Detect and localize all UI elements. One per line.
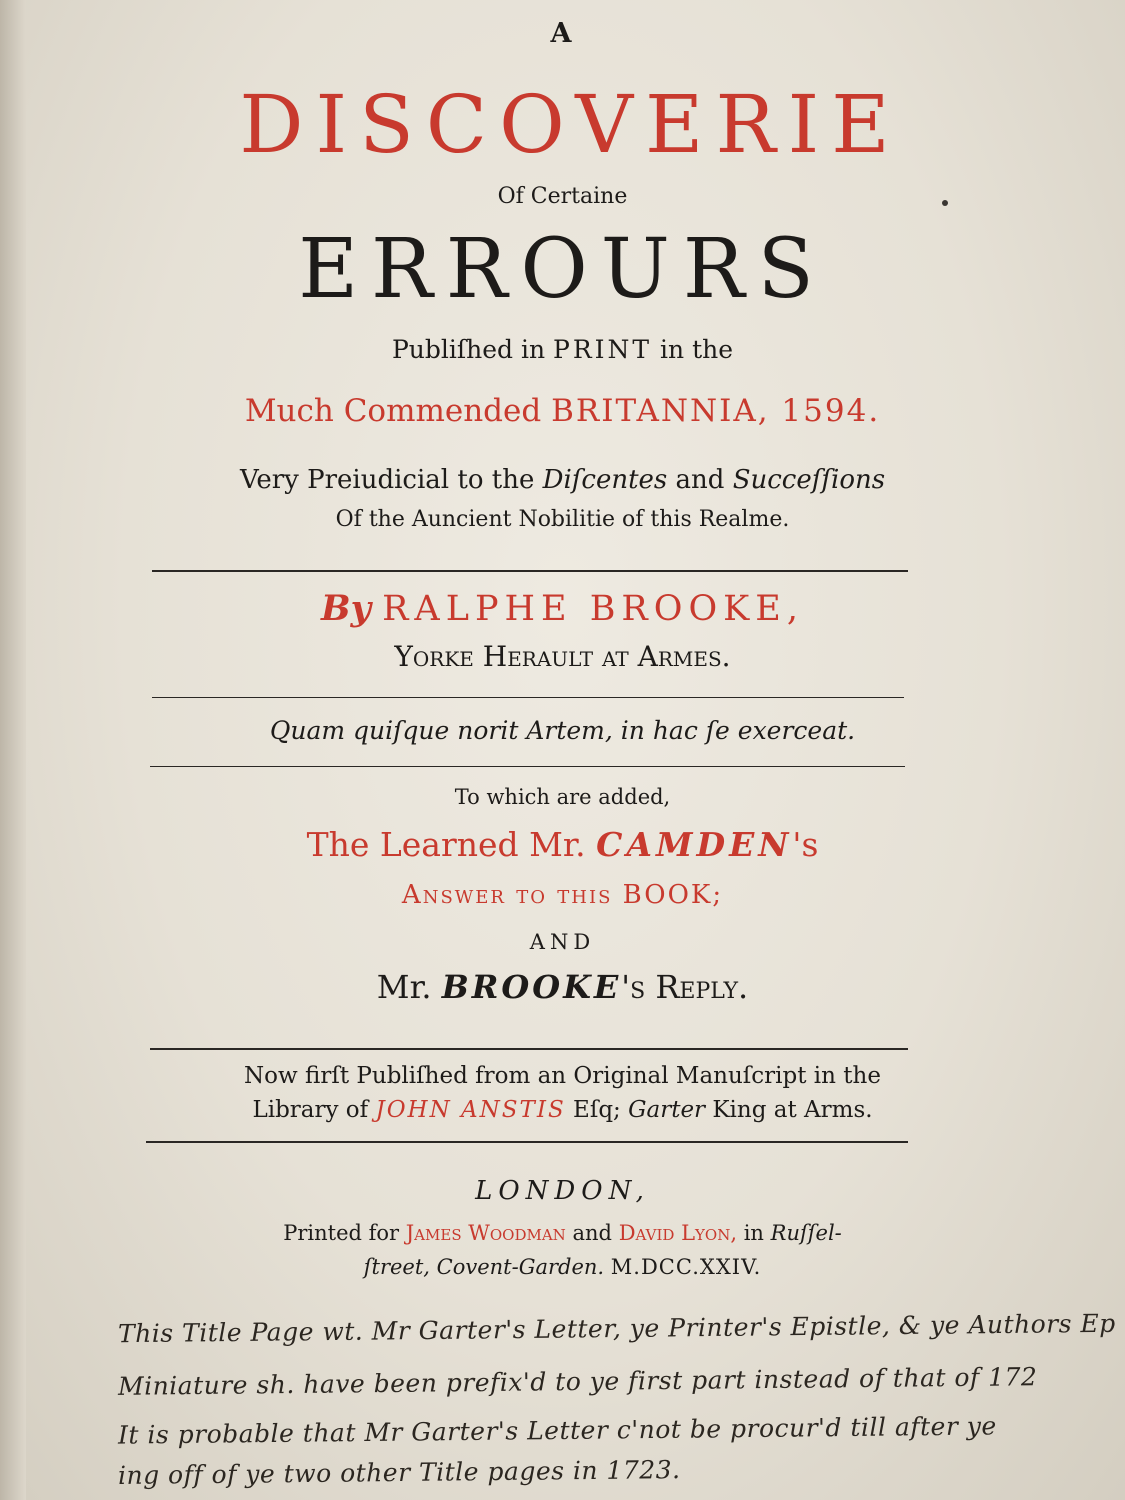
handwritten-note-line-3: It is probable that Mr Garter's Letter c'not be procur'd till after ye — [117, 1411, 997, 1450]
line-learned-camden: The Learned Mr. CAMDEN's — [306, 825, 819, 864]
rule-5 — [146, 1141, 908, 1143]
line-library: Library of JOHN ANSTIS Eſq; Garter King at Arms. — [252, 1097, 873, 1123]
title-errours: ERROURS — [298, 222, 827, 317]
rule-2 — [152, 697, 904, 698]
line-brooke-reply: Mr. BROOKE's Reply. — [376, 968, 749, 1006]
line-auncient-nobilitie: Of the Auncient Nobilitie of this Realme. — [335, 507, 790, 532]
handwritten-note-line-4: ing off of ye two other Title pages in 1723. — [117, 1455, 681, 1490]
line-much-commended: Much Commended BRITANNIA, 1594. — [244, 393, 881, 429]
line-street-date: ſtreet, Covent-Garden. M.DCC.XXIV. — [363, 1255, 762, 1279]
handwritten-note-line-2: Miniature sh. have been prefix'd to ye first part instead of that of 172 — [117, 1362, 1038, 1401]
line-yorke-herault: Yorke Herault at Armes. — [394, 640, 731, 673]
rule-4 — [150, 1048, 908, 1050]
title-discoverie: DISCOVERIE — [239, 78, 902, 171]
handwritten-note-line-1: This Title Page wt. Mr Garter's Letter, ye Printer's Epistle, & ye Authors Ep — [117, 1308, 1116, 1349]
line-and: AND — [529, 930, 596, 954]
line-a: A — [550, 18, 575, 49]
line-london: LONDON, — [475, 1176, 650, 1206]
line-author: By RALPHE BROOKE, — [321, 588, 804, 629]
line-motto: Quam quiſque norit Artem, in hac ſe exerceat. — [269, 716, 856, 745]
rule-3 — [150, 766, 905, 767]
line-printed-for: Printed for James Woodman and David Lyon, in Ruſſel- — [283, 1221, 842, 1245]
line-published: Publiſhed in PRINT in the — [391, 335, 734, 364]
line-answer: Answer to this BOOK; — [401, 880, 724, 910]
line-now-first: Now firſt Publiſhed from an Original Manuſcript in the — [244, 1063, 881, 1089]
line-to-which-added: To which are added, — [454, 785, 671, 809]
rule-1 — [152, 570, 908, 572]
line-very-preiudicial: Very Preiudicial to the Diſcentes and Succeſſions — [239, 465, 886, 495]
line-of-certaine: Of Certaine — [497, 184, 628, 209]
